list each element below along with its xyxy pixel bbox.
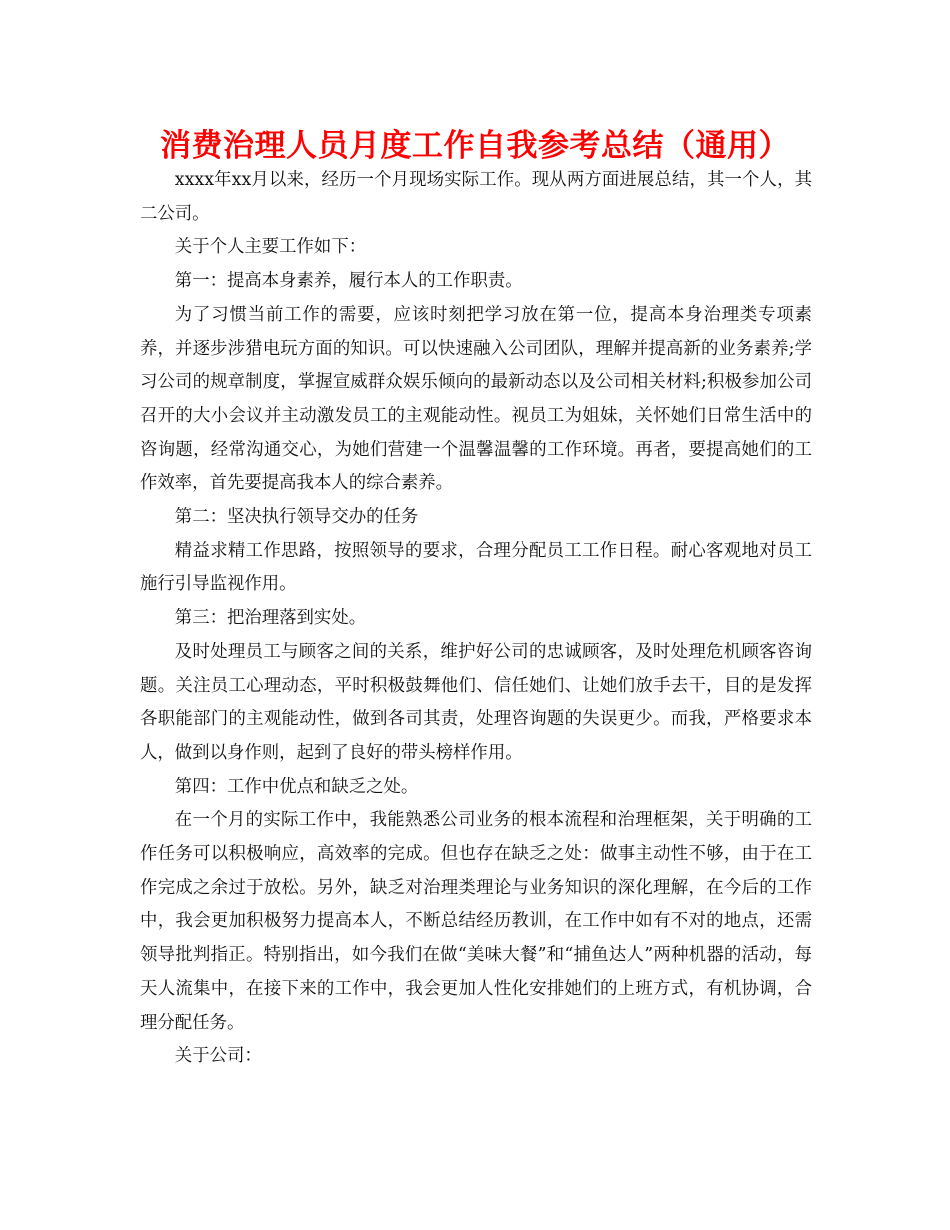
- document-body: [140, 164, 812, 1074]
- paragraph-point-four-body: 在一个月的实际工作中，我能熟悉公司业务的根本流程和治理框架，关于明确的工作任务可以积极响应，高效率的完成。但也存在缺乏之处：做事主动性不够，由于在工作完成之余过于放松。另外，缺乏对治理类理论与业务知识的深化理解，在今后的工作中，我会更加积极努力提高本人，不断总结经历教训，在工作中如有不对的地点，还需领导批判指正。特别指出，如今我们在做“美味大餐”和“捕鱼达人”两种机器的活动，每天人流集中，在接下来的工作中，我会更加人性化安排她们的上班方式，有机协调，合理分配任务。: [140, 810, 812, 1033]
- paragraph-point-three-body: 及时处理员工与顾客之间的关系，维护好公司的忠诚顾客，及时处理危机顾客咨询题。关注员工心理动态，平时积极鼓舞他们、信任她们、让她们放手去干，目的是发挥各职能部门的主观能动性，做到各司其责，处理咨询题的失误更少。而我，严格要求本人，做到以身作则，起到了良好的带头榜样作用。: [140, 641, 812, 763]
- document-title: 消费治理人员月度工作自我参考总结（通用）: [160, 128, 790, 164]
- paragraph-point-one-body: 为了习惯当前工作的需要，应该时刻把学习放在第一位，提高本身治理类专项素养，并逐步涉猎电玩方面的知识。可以快速融入公司团队，理解并提高新的业务素养;学习公司的规章制度，掌握宣威群众娱乐倾向的最新动态以及公司相关材料;积极参加公司召开的大小会议并主动激发员工的主观能动性。视员工为姐妹，关怀她们日常生活中的咨询题，经常沟通交心，为她们营建一个温馨温馨的工作环境。再者，要提高她们的工作效率，首先要提高我本人的综合素养。: [140, 304, 812, 494]
- paragraph-point-two-body: 精益求精工作思路，按照领导的要求，合理分配员工工作日程。耐心客观地对员工施行引导监视作用。: [140, 540, 812, 595]
- paragraph-point-four-heading: 第四：工作中优点和缺乏之处。: [174, 776, 419, 797]
- paragraph-personal-heading: 关于个人主要工作如下：: [174, 237, 367, 258]
- paragraph-point-three-heading: 第三：把治理落到实处。: [174, 608, 367, 629]
- paragraph-point-two-heading: 第二：坚决执行领导交办的任务: [174, 507, 419, 528]
- paragraph-company-heading: 关于公司：: [174, 1046, 262, 1067]
- paragraph-intro: xxxx年xx月以来，经历一个月现场实际工作。现从两方面进展总结，其一个人，其二公司。: [140, 170, 812, 224]
- paragraph-point-one-heading: 第一：提高本身素养，履行本人的工作职责。: [174, 271, 523, 292]
